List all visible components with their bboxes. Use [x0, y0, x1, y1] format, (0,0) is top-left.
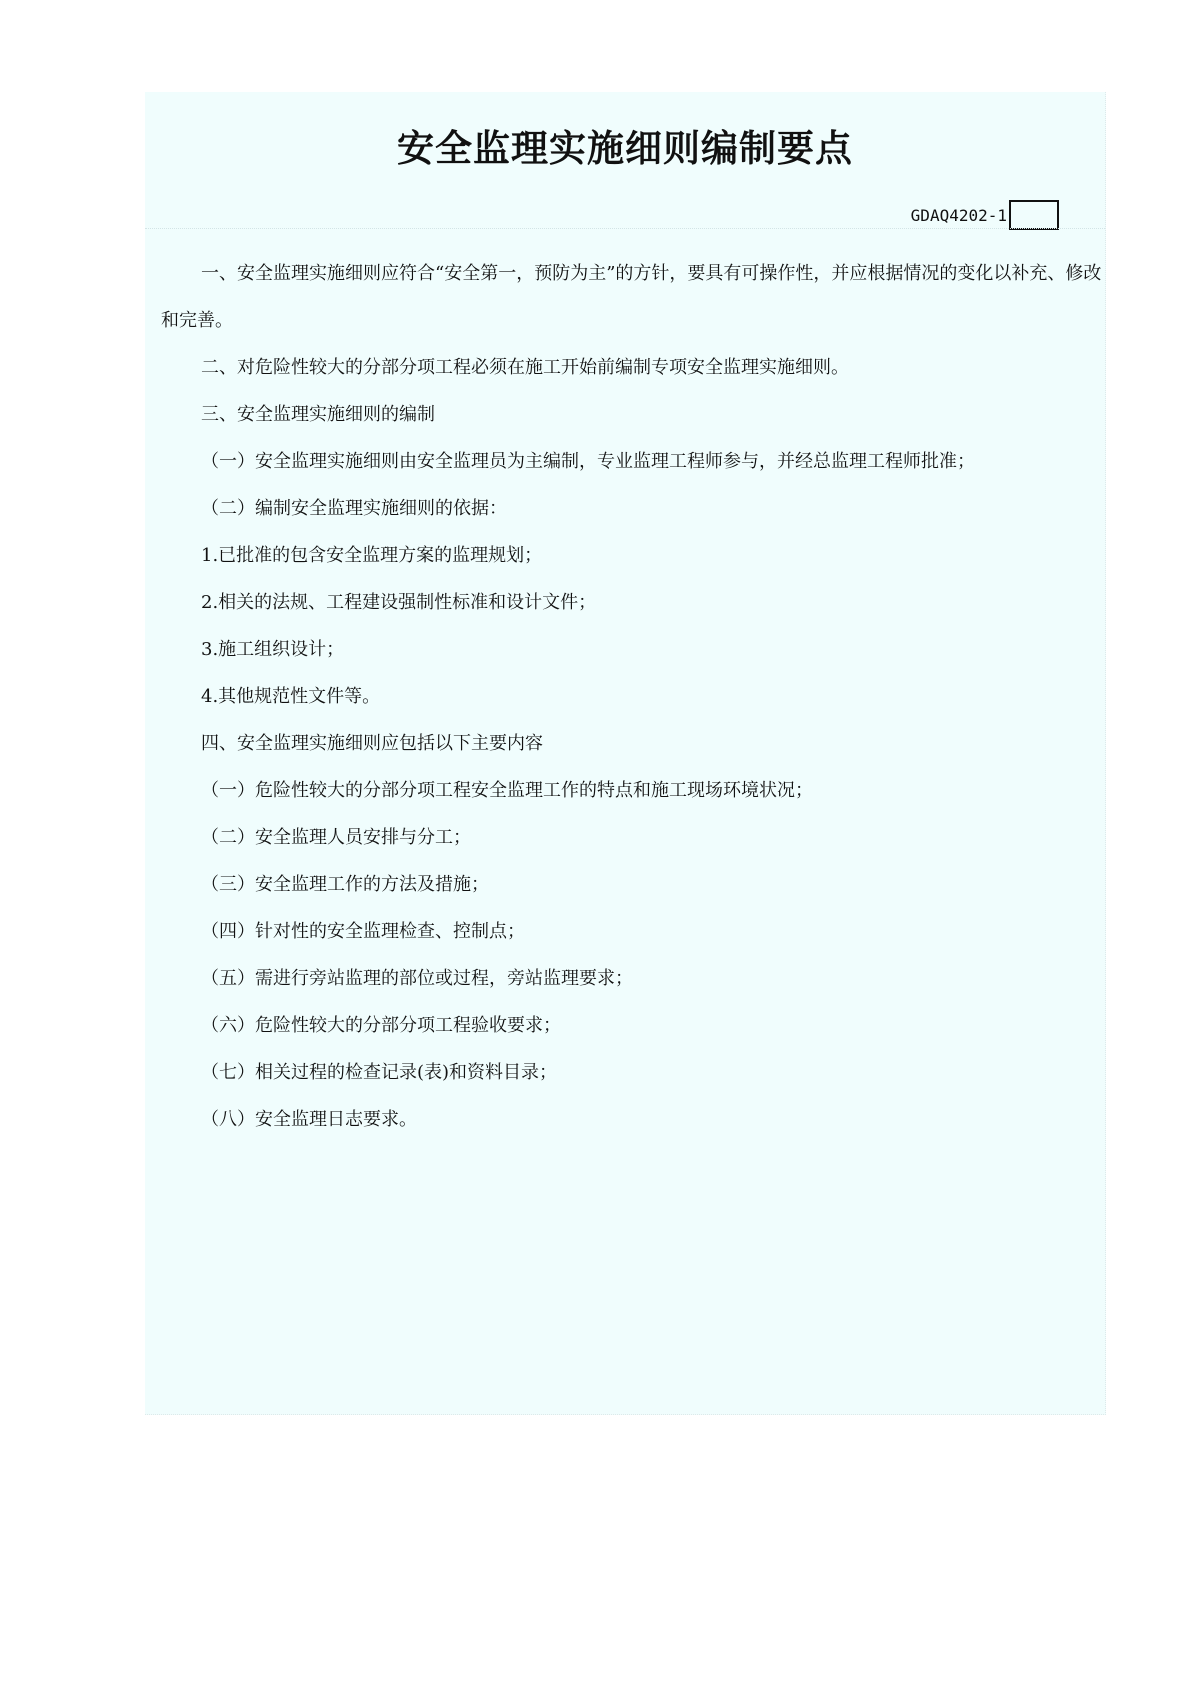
paragraph-1: 一、安全监理实施细则应符合“安全第一，预防为主”的方针，要具有可操作性，并应根据情况的变化以补充、修改和完善。	[161, 263, 1102, 331]
document-body	[161, 250, 1105, 1143]
document-code-row	[911, 198, 1059, 232]
paragraph-14: （四）针对性的安全监理检查、控制点；	[201, 921, 525, 942]
paragraph-12: （二）安全监理人员安排与分工；	[201, 827, 471, 848]
paragraph-15: （五）需进行旁站监理的部位或过程，旁站监理要求；	[201, 968, 633, 989]
paragraph-16: （六）危险性较大的分部分项工程验收要求；	[201, 1015, 561, 1036]
document-sheet	[145, 92, 1106, 1415]
paragraph-5: （二）编制安全监理实施细则的依据：	[201, 498, 507, 519]
paragraph-13: （三）安全监理工作的方法及措施；	[201, 874, 489, 895]
document-number-box[interactable]	[1009, 200, 1059, 230]
paragraph-9: 4.其他规范性文件等。	[201, 686, 381, 707]
paragraph-3: 三、安全监理实施细则的编制	[201, 404, 435, 425]
paragraph-2: 二、对危险性较大的分部分项工程必须在施工开始前编制专项安全监理实施细则。	[201, 357, 849, 378]
paragraph-17: （七）相关过程的检查记录(表)和资料目录；	[201, 1062, 558, 1083]
paragraph-11: （一）危险性较大的分部分项工程安全监理工作的特点和施工现场环境状况；	[201, 780, 813, 801]
paragraph-6: 1.已批准的包含安全监理方案的监理规划；	[201, 545, 543, 566]
paragraph-10: 四、安全监理实施细则应包括以下主要内容	[201, 733, 543, 754]
paragraph-7: 2.相关的法规、工程建设强制性标准和设计文件；	[201, 592, 597, 613]
paragraph-8: 3.施工组织设计；	[201, 639, 345, 660]
paragraph-18: （八）安全监理日志要求。	[201, 1109, 417, 1130]
document-code: GDAQ4202-1	[910, 205, 1007, 225]
document-title: 安全监理实施细则编制要点	[397, 127, 853, 170]
paragraph-4: （一）安全监理实施细则由安全监理员为主编制，专业监理工程师参与，并经总监理工程师批准；	[201, 451, 975, 472]
header-divider	[145, 228, 1105, 229]
